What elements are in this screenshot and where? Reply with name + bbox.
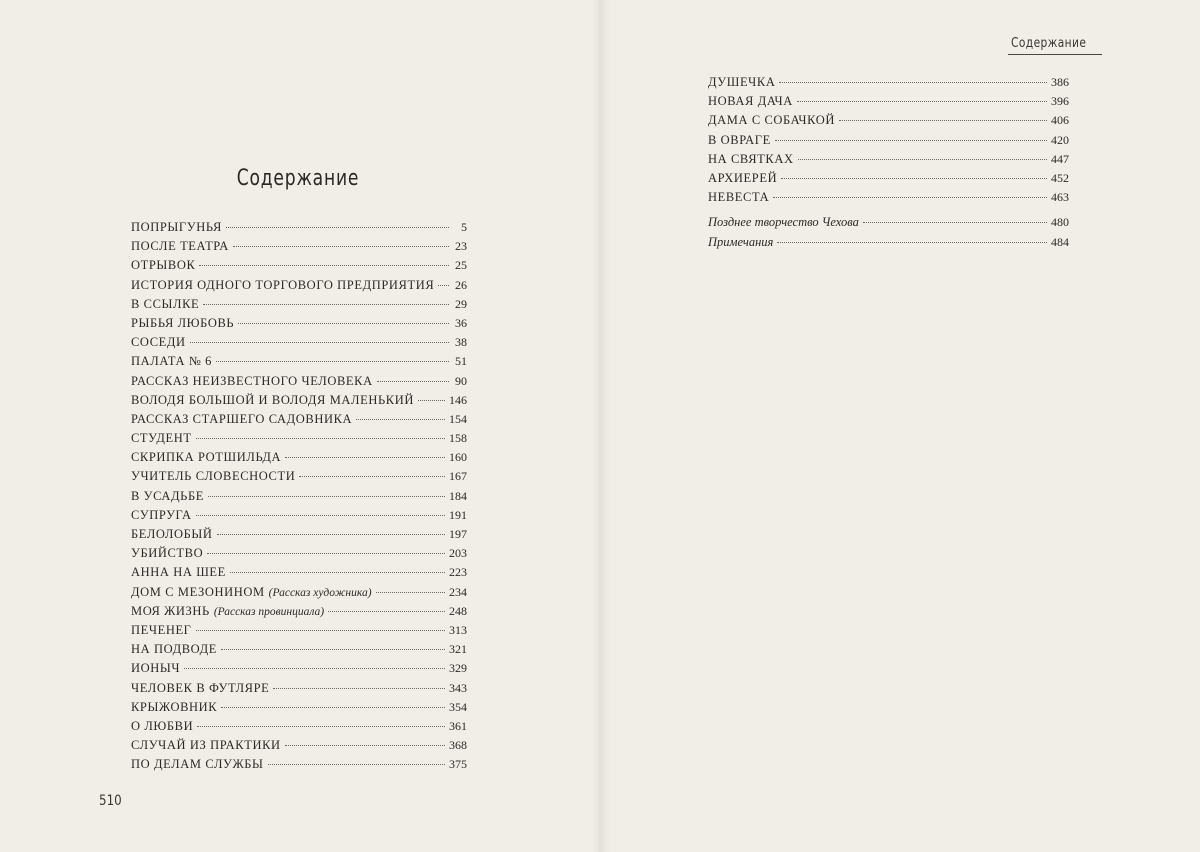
dot-leader [356, 418, 445, 420]
dot-leader [196, 437, 445, 439]
toc-entry-title: АННА НА ШЕЕ [131, 565, 226, 580]
toc-entry-title: АРХИЕРЕЙ [708, 170, 778, 185]
dot-leader [376, 591, 445, 593]
toc-entry-title: ДОМ С МЕЗОНИНОМ [131, 584, 265, 599]
toc-entry [708, 235, 1069, 254]
dot-leader [328, 610, 445, 612]
toc-entry-page: 5 [461, 220, 467, 234]
toc-entry-title: ПО ДЕЛАМ СЛУЖБЫ [131, 757, 264, 772]
toc-entry-title: РАССКАЗ НЕИЗВЕСТНОГО ЧЕЛОВЕКА [131, 373, 373, 388]
toc-entry-title: ИСТОРИЯ ОДНОГО ТОРГОВОГО ПРЕДПРИЯТИЯ [131, 277, 435, 292]
dot-leader [863, 221, 1047, 223]
toc-entry-title: СОСЕДИ [131, 335, 186, 350]
toc-entry [708, 152, 1069, 171]
toc-list-right [708, 75, 1069, 254]
toc-entry [708, 133, 1069, 152]
dot-leader [299, 475, 445, 477]
dot-leader [207, 552, 445, 554]
toc-entry [131, 757, 467, 776]
dot-leader [221, 648, 445, 650]
toc-entry-page: 321 [449, 642, 467, 657]
dot-leader [196, 514, 445, 516]
toc-entry-title: СКРИПКА РОТШИЛЬДА [131, 450, 282, 465]
toc-entry-page: 396 [1051, 94, 1069, 109]
toc-entry [131, 431, 467, 450]
toc-entry-page: 223 [449, 565, 467, 580]
toc-entry [131, 681, 467, 700]
toc-entry-page: 191 [449, 507, 467, 522]
toc-entry-page: 480 [1051, 215, 1069, 230]
toc-entry [131, 335, 467, 354]
dot-leader [226, 226, 449, 228]
toc-entry-title: СЛУЧАЙ ИЗ ПРАКТИКИ [131, 738, 281, 753]
dot-leader [777, 241, 1047, 243]
toc-entry [131, 412, 467, 431]
toc-entry [131, 565, 467, 584]
toc-entry-page: 354 [449, 699, 467, 714]
toc-entry-page: 90 [455, 373, 467, 388]
dot-leader [285, 456, 445, 458]
toc-entry-title: ДАМА С СОБАЧКОЙ [708, 113, 835, 128]
toc-entry-title: РАССКАЗ СТАРШЕГО САДОВНИКА [131, 411, 353, 426]
toc-entry [131, 661, 467, 680]
dot-leader [199, 264, 449, 266]
dot-leader [203, 303, 449, 305]
toc-entry-title: В УСАДЬБЕ [131, 488, 204, 503]
toc-entry [708, 113, 1069, 132]
toc-entry-page: 248 [449, 603, 467, 618]
toc-entry [131, 220, 467, 239]
toc-entry [131, 239, 467, 258]
toc-entry-title: ПОСЛЕ ТЕАТРА [131, 239, 229, 254]
toc-entry [131, 316, 467, 335]
toc-entry [708, 75, 1069, 94]
toc-entry-page: 420 [1051, 132, 1069, 147]
toc-entry-title: О ЛЮБВИ [131, 718, 194, 733]
toc-entry-page: 203 [449, 546, 467, 561]
toc-entry [131, 527, 467, 546]
dot-leader [797, 100, 1047, 102]
toc-entry-title: В ОВРАГЕ [708, 132, 771, 147]
toc-entry-title: УЧИТЕЛЬ СЛОВЕСНОСТИ [131, 469, 296, 484]
toc-entry [131, 738, 467, 757]
toc-entry-title: ДУШЕЧКА [708, 75, 776, 89]
toc-entry-subtitle: (Рассказ художника) [268, 586, 372, 599]
toc-entry [131, 623, 467, 642]
toc-entry-page: 329 [449, 661, 467, 676]
toc-entry-page: 234 [449, 584, 467, 599]
toc-entry-page: 386 [1051, 75, 1069, 89]
running-head-rule [1008, 54, 1102, 55]
toc-entry-page: 313 [449, 622, 467, 637]
toc-entry-page: 452 [1051, 170, 1069, 185]
toc-entry [131, 642, 467, 661]
toc-entry-page: 406 [1051, 113, 1069, 128]
toc-entry-title: НОВАЯ ДАЧА [708, 94, 793, 109]
toc-entry-title: СТУДЕНТ [131, 431, 192, 446]
toc-entry [131, 508, 467, 527]
toc-entry-page: 184 [449, 488, 467, 503]
dot-leader [285, 744, 445, 746]
toc-entry-title: МОЯ ЖИЗНЬ [131, 603, 210, 618]
toc-entry-page: 25 [455, 258, 467, 273]
toc-entry [131, 469, 467, 488]
dot-leader [197, 725, 445, 727]
toc-entry-page: 36 [455, 315, 467, 330]
toc-entry-title: КРЫЖОВНИК [131, 699, 218, 714]
toc-entry [131, 450, 467, 469]
toc-entry-page: 158 [449, 431, 467, 446]
dot-leader [196, 629, 445, 631]
toc-entry-page: 29 [455, 296, 467, 311]
toc-entry-title: ПАЛАТА № 6 [131, 354, 212, 369]
dot-leader [779, 81, 1047, 83]
toc-entry [708, 171, 1069, 190]
toc-list-left [131, 220, 467, 776]
toc-entry-page: 23 [455, 239, 467, 254]
dot-leader [775, 139, 1047, 141]
dot-leader [238, 322, 449, 324]
dot-leader [217, 533, 445, 535]
toc-entry [131, 719, 467, 738]
dot-leader [208, 495, 445, 497]
dot-leader [798, 158, 1047, 160]
dot-leader [216, 360, 449, 362]
toc-entry [131, 278, 467, 297]
toc-entry-page: 447 [1051, 151, 1069, 166]
toc-entry-page: 484 [1051, 234, 1069, 249]
toc-entry-title: ПОПРЫГУНЬЯ [131, 220, 222, 234]
toc-entry [131, 393, 467, 412]
toc-entry [131, 585, 467, 604]
dot-leader [233, 245, 449, 247]
toc-entry [131, 604, 467, 623]
toc-entry [708, 94, 1069, 113]
toc-entry-page: 368 [449, 738, 467, 753]
toc-entry-page: 146 [449, 392, 467, 407]
toc-entry-page: 26 [455, 277, 467, 292]
toc-entry-page: 375 [449, 757, 467, 772]
dot-leader [377, 380, 449, 382]
toc-entry [131, 258, 467, 277]
toc-entry-title: РЫБЬЯ ЛЮБОВЬ [131, 315, 235, 330]
toc-entry-subtitle: (Рассказ провинциала) [213, 605, 325, 618]
toc-entry-page: 167 [449, 469, 467, 484]
dot-leader [184, 667, 445, 669]
toc-entry [131, 374, 467, 393]
toc-entry [708, 215, 1069, 234]
toc-entry-page: 38 [455, 335, 467, 350]
toc-entry-title: БЕЛОЛОБЫЙ [131, 527, 213, 541]
page-number: 510 [99, 793, 122, 809]
toc-entry-page: 197 [449, 527, 467, 541]
toc-entry-title: НЕВЕСТА [708, 190, 770, 205]
dot-leader [418, 399, 445, 401]
toc-entry-title: ПЕЧЕНЕГ [131, 622, 192, 637]
toc-entry-page: 51 [455, 354, 467, 369]
dot-leader [781, 177, 1047, 179]
dot-leader [438, 284, 449, 286]
toc-entry-title: Позднее творчество Чехова [708, 215, 859, 230]
dot-leader [273, 687, 445, 689]
dot-leader [268, 763, 445, 765]
toc-entry [708, 190, 1069, 209]
toc-entry-title: УБИЙСТВО [131, 546, 204, 561]
toc-entry [131, 700, 467, 719]
toc-entry [131, 489, 467, 508]
toc-entry-page: 160 [449, 450, 467, 465]
toc-entry-page: 154 [449, 411, 467, 426]
toc-entry [131, 354, 467, 373]
dot-leader [230, 571, 445, 573]
toc-entry-page: 343 [449, 680, 467, 695]
toc-entry-title: СУПРУГА [131, 507, 192, 522]
toc-entry-title: Примечания [708, 234, 774, 249]
toc-entry-page: 361 [449, 718, 467, 733]
toc-entry-title: ЧЕЛОВЕК В ФУТЛЯРЕ [131, 680, 270, 695]
toc-entry-title: В ССЫЛКЕ [131, 296, 200, 311]
toc-entry-title: ОТРЫВОК [131, 258, 196, 273]
dot-leader [839, 119, 1047, 121]
toc-entry-title: ИОНЫЧ [131, 661, 181, 676]
toc-entry-title: ВОЛОДЯ БОЛЬШОЙ И ВОЛОДЯ МАЛЕНЬКИЙ [131, 392, 414, 407]
running-head: Содержание [1011, 36, 1087, 51]
book-gutter [592, 0, 610, 852]
dot-leader [221, 706, 445, 708]
page-title: Содержание [236, 166, 360, 191]
toc-entry-title: НА ПОДВОДЕ [131, 642, 218, 657]
dot-leader [773, 196, 1047, 198]
dot-leader [190, 341, 449, 343]
toc-entry [131, 546, 467, 565]
toc-entry-page: 463 [1051, 190, 1069, 205]
toc-entry-title: НА СВЯТКАХ [708, 151, 794, 166]
toc-entry [131, 297, 467, 316]
